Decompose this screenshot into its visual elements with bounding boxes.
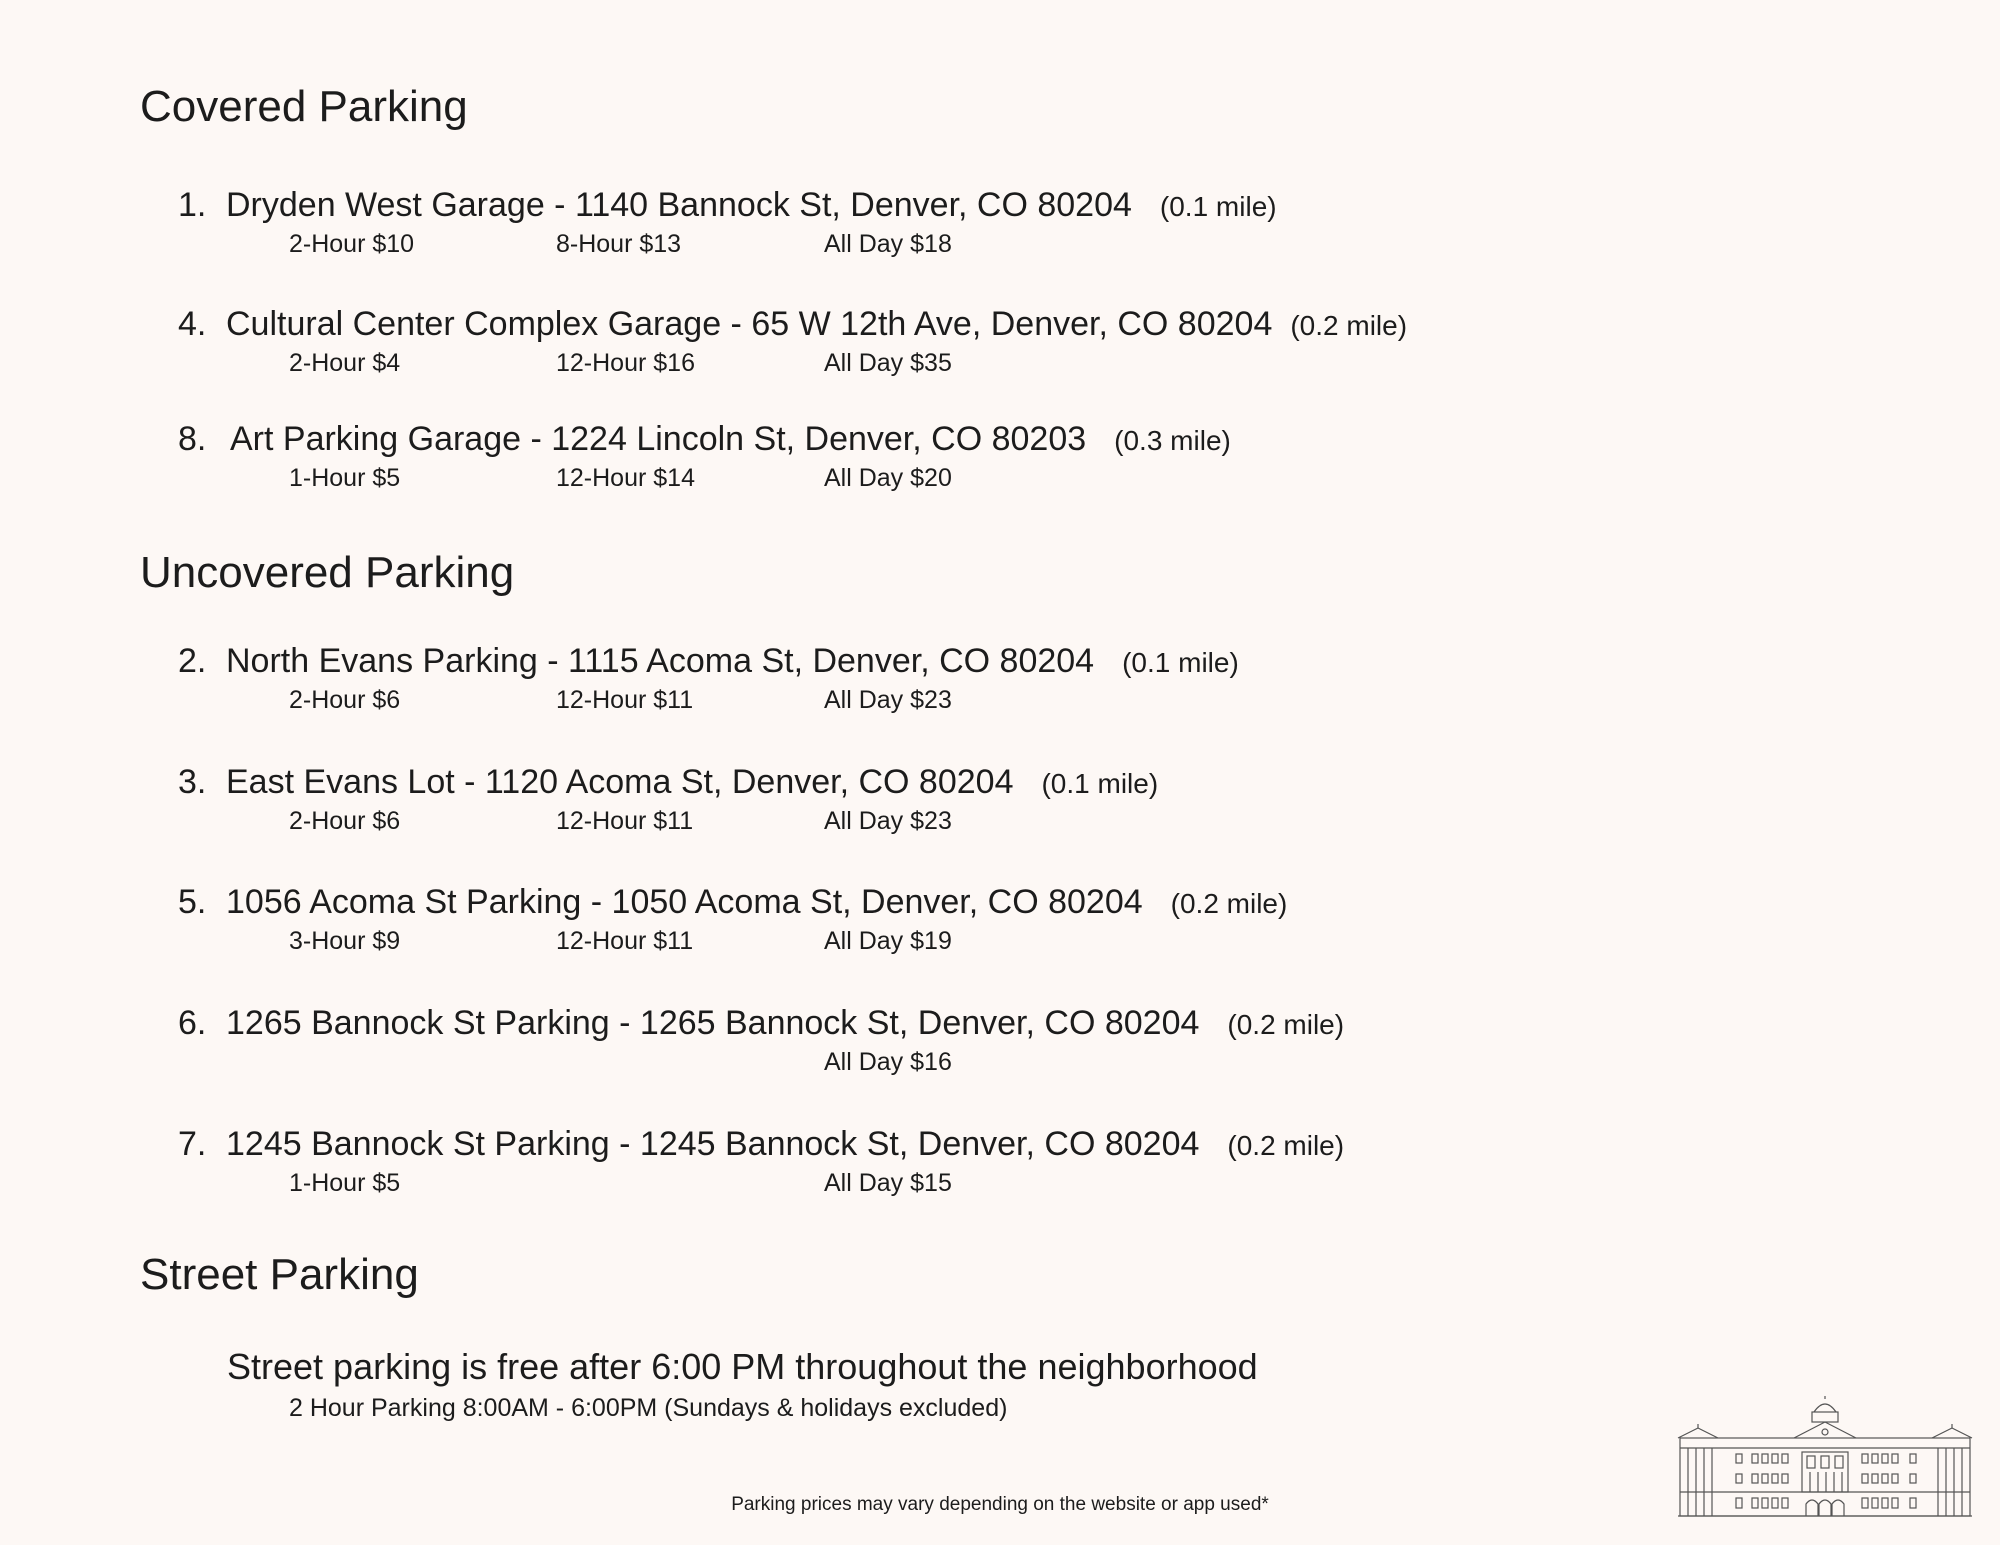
- price-all-day: All Day $16: [824, 1048, 952, 1076]
- price-short: 2-Hour $10: [289, 230, 415, 258]
- price-short: 1-Hour $5: [289, 1169, 401, 1197]
- entry-distance: (0.1 mile): [1159, 191, 1277, 222]
- street-parking-hours: 2 Hour Parking 8:00AM - 6:00PM (Sundays & holidays excluded): [289, 1394, 1008, 1422]
- price-long: 12-Hour $11: [556, 807, 694, 835]
- entry-distance: (0.2 mile): [1227, 1009, 1345, 1040]
- entry-distance: (0.2 mile): [1227, 1130, 1345, 1161]
- entry-address-line: [226, 642, 1239, 681]
- price-short: 2-Hour $6: [289, 686, 401, 714]
- street-parking-note: Street parking is free after 6:00 PM throughout the neighborhood: [227, 1346, 1258, 1387]
- entry-address-line: [230, 420, 1231, 459]
- entry-address-line: [226, 763, 1158, 802]
- entry-distance: (0.3 mile): [1114, 425, 1231, 456]
- entry-name-address: 1265 Bannock St Parking - 1265 Bannock St, Denver, CO 80204: [226, 1004, 1200, 1042]
- entry-address-line: [226, 883, 1287, 922]
- entry-name-address: East Evans Lot - 1120 Acoma St, Denver, CO 80204: [226, 763, 1014, 801]
- price-all-day: All Day $18: [824, 230, 952, 258]
- price-all-day: All Day $19: [824, 927, 952, 955]
- parking-entry: [0, 420, 1600, 520]
- entry-number: 8.: [178, 420, 207, 458]
- price-short: 1-Hour $5: [289, 464, 401, 492]
- section-title-uncovered: Uncovered Parking: [140, 548, 515, 597]
- entry-number: 7.: [178, 1125, 207, 1163]
- entry-name-address: Art Parking Garage - 1224 Lincoln St, Denver, CO 80203: [230, 420, 1087, 458]
- entry-distance: (0.1 mile): [1122, 647, 1239, 678]
- entry-name-address: Dryden West Garage - 1140 Bannock St, Denver, CO 80204: [226, 186, 1132, 224]
- parking-entry: [0, 1004, 1600, 1104]
- price-long: 12-Hour $16: [556, 349, 695, 377]
- section-title-street: Street Parking: [140, 1250, 419, 1299]
- entry-number: 4.: [178, 305, 207, 343]
- price-long: 8-Hour $13: [556, 230, 682, 258]
- parking-entry: [0, 186, 1600, 286]
- price-short: 2-Hour $6: [289, 807, 401, 835]
- entry-address-line: [226, 305, 1407, 344]
- entry-number: 6.: [178, 1004, 207, 1042]
- parking-entry: [0, 763, 1600, 863]
- parking-entry: [0, 883, 1600, 983]
- entry-address-line: [226, 186, 1277, 225]
- price-short: 2-Hour $4: [289, 349, 401, 377]
- price-all-day: All Day $15: [824, 1169, 952, 1197]
- price-all-day: All Day $23: [824, 807, 952, 835]
- entry-number: 3.: [178, 763, 207, 801]
- section-title-covered: Covered Parking: [140, 82, 468, 131]
- entry-distance: (0.1 mile): [1041, 768, 1159, 799]
- price-all-day: All Day $23: [824, 686, 952, 714]
- entry-distance: (0.2 mile): [1290, 310, 1408, 341]
- price-disclaimer: Parking prices may vary depending on the website or app used*: [731, 1494, 1269, 1515]
- entry-distance: (0.2 mile): [1170, 888, 1288, 919]
- entry-number: 5.: [178, 883, 207, 921]
- entry-name-address: 1245 Bannock St Parking - 1245 Bannock St, Denver, CO 80204: [226, 1125, 1200, 1163]
- price-all-day: All Day $35: [824, 349, 952, 377]
- entry-address-line: [226, 1004, 1344, 1043]
- price-long: 12-Hour $11: [556, 686, 694, 714]
- parking-entry: [0, 642, 1600, 742]
- entry-number: 2.: [178, 642, 207, 680]
- price-short: 3-Hour $9: [289, 927, 401, 955]
- entry-address-line: [226, 1125, 1344, 1164]
- parking-entry: [0, 1125, 1600, 1225]
- parking-entry: [0, 305, 1600, 405]
- entry-name-address: 1056 Acoma St Parking - 1050 Acoma St, Denver, CO 80204: [226, 883, 1143, 921]
- price-long: 12-Hour $11: [556, 927, 694, 955]
- entry-name-address: North Evans Parking - 1115 Acoma St, Denver, CO 80204: [226, 642, 1095, 680]
- price-all-day: All Day $20: [824, 464, 952, 492]
- entry-number: 1.: [178, 186, 207, 224]
- building-illustration-icon: [1676, 1396, 1974, 1520]
- price-long: 12-Hour $14: [556, 464, 695, 492]
- entry-name-address: Cultural Center Complex Garage - 65 W 12th Ave, Denver, CO 80204: [226, 305, 1273, 343]
